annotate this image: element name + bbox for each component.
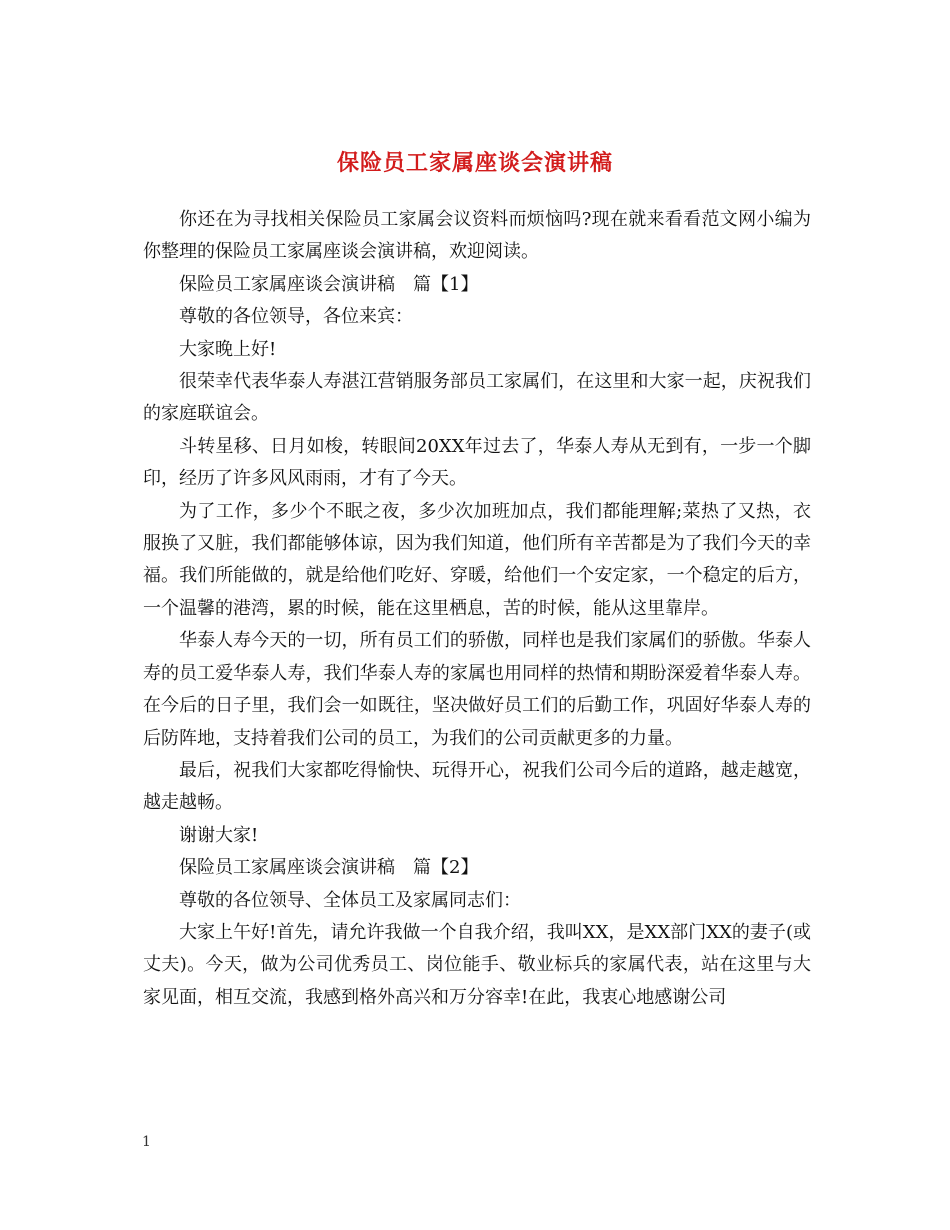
paragraph: 华泰人寿今天的一切，所有员工们的骄傲，同样也是我们家属们的骄傲。华泰人寿的员工爱华泰人寿，我们华泰人寿的家属也用同样的热情和期盼深爱着华泰人寿。在今后的日子里，我们会一如既往，坚决做好员工们的后勤工作，巩固好华泰人寿的后防阵地，支持着我们公司的员工，为我们的公司贡献更多的力量。 [143, 630, 811, 749]
paragraph: 大家上午好!首先，请允许我做一个自我介绍，我叫XX，是XX部门XX的妻子(或丈夫)。今天，做为公司优秀员工、岗位能手、敬业标兵的家属代表，站在这里与大家见面，相互交流，我感到格外高兴和万分容幸!在此，我衷心地感谢公司 [143, 921, 811, 1008]
section-heading-1: 保险员工家属座谈会演讲稿 篇【1】 [179, 273, 479, 295]
paragraph-intro: 你还在为寻找相关保险员工家属会议资料而烦恼吗?现在就来看看范文网小编为你整理的保险员工家属座谈会演讲稿，欢迎阅读。 [143, 209, 811, 263]
paragraph-salutation-1: 尊敬的各位领导，各位来宾： [179, 306, 413, 328]
document-body [143, 204, 811, 1014]
paragraph-greeting-1: 大家晚上好! [179, 338, 277, 360]
section-heading-2: 保险员工家属座谈会演讲稿 篇【2】 [179, 857, 479, 879]
paragraph: 斗转星移、日月如梭，转眼间20XX年过去了，华泰人寿从无到有，一步一个脚印，经历了许多风风雨雨，才有了今天。 [143, 435, 811, 490]
paragraph-salutation-2: 尊敬的各位领导、全体员工及家属同志们： [179, 889, 521, 911]
page-number: 1 [142, 1134, 151, 1150]
paragraph: 为了工作，多少个不眠之夜，多少次加班加点，我们都能理解;菜热了又热，衣服换了又脏，我们都能够体谅，因为我们知道，他们所有辛苦都是为了我们今天的幸福。我们所能做的，就是给他们吃好、穿暖，给他们一个安定家，一个稳定的后方，一个温馨的港湾，累的时候，能在这里栖息，苦的时候，能从这里靠岸。 [143, 500, 811, 619]
document-title: 保险员工家属座谈会演讲稿 [336, 149, 613, 176]
paragraph: 很荣幸代表华泰人寿湛江营销服务部员工家属们，在这里和大家一起，庆祝我们的家庭联谊会。 [143, 371, 811, 425]
paragraph-thanks: 谢谢大家! [179, 824, 259, 846]
paragraph: 最后，祝我们大家都吃得愉快、玩得开心，祝我们公司今后的道路，越走越宽，越走越畅。 [143, 759, 811, 814]
